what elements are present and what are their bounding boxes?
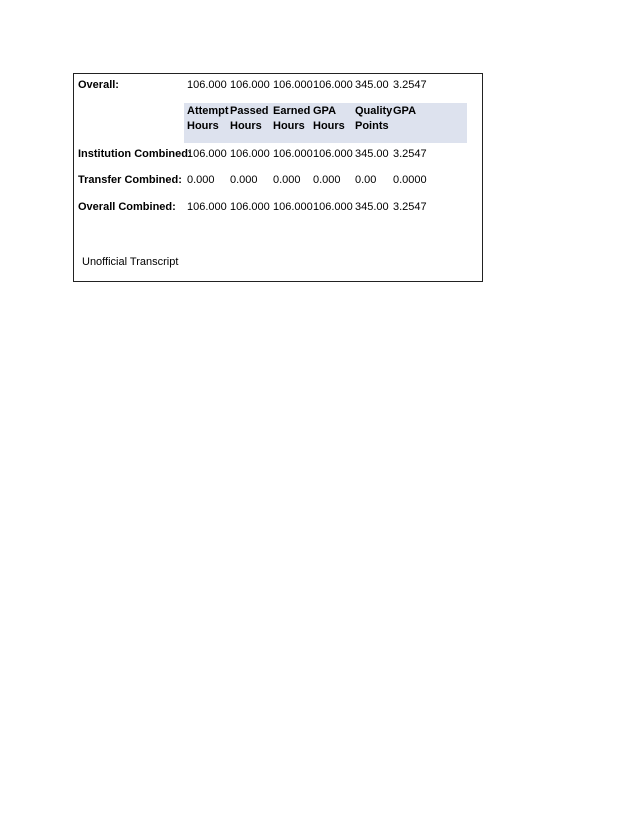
transfer-combined-row xyxy=(74,173,482,191)
overall-quality-points: 345.00 xyxy=(355,79,389,91)
header-line: GPA xyxy=(393,105,417,117)
header-line: Hours xyxy=(230,120,262,132)
header-line: Earned xyxy=(273,105,311,117)
overall-label: Overall: xyxy=(78,79,119,91)
header-line: Hours xyxy=(313,120,345,132)
header-gpa xyxy=(393,104,416,119)
header-line: Attempt xyxy=(187,105,229,117)
unofficial-transcript-note: Unofficial Transcript xyxy=(82,256,179,268)
institution-gpa-hours: 106.000 xyxy=(313,148,353,160)
overall-combined-attempt-hours: 106.000 xyxy=(187,201,227,213)
institution-gpa: 3.2547 xyxy=(393,148,427,160)
header-line: Hours xyxy=(273,120,305,132)
transfer-passed-hours: 0.000 xyxy=(230,174,258,186)
header-earned-hours xyxy=(273,104,310,134)
institution-combined-label: Institution Combined: xyxy=(78,148,192,160)
overall-earned-hours: 106.000 xyxy=(273,79,313,91)
overall-combined-quality-points: 345.00 xyxy=(355,201,389,213)
overall-gpa-hours: 106.000 xyxy=(313,79,353,91)
header-line: GPA xyxy=(313,105,337,117)
header-line: Hours xyxy=(187,120,219,132)
institution-earned-hours: 106.000 xyxy=(273,148,313,160)
institution-attempt-hours: 106.000 xyxy=(187,148,227,160)
overall-row xyxy=(74,78,482,96)
overall-gpa: 3.2547 xyxy=(393,79,427,91)
transcript-summary-box xyxy=(73,73,483,282)
header-gpa-hours xyxy=(313,104,345,134)
transfer-gpa: 0.0000 xyxy=(393,174,427,186)
header-line: Passed xyxy=(230,105,269,117)
overall-combined-label: Overall Combined: xyxy=(78,201,176,213)
transfer-quality-points: 0.00 xyxy=(355,174,377,186)
transfer-combined-label: Transfer Combined: xyxy=(78,174,182,186)
overall-attempt-hours: 106.000 xyxy=(187,79,227,91)
institution-passed-hours: 106.000 xyxy=(230,148,270,160)
overall-combined-passed-hours: 106.000 xyxy=(230,201,270,213)
transfer-attempt-hours: 0.000 xyxy=(187,174,215,186)
header-attempt-hours xyxy=(187,104,229,134)
institution-quality-points: 345.00 xyxy=(355,148,389,160)
institution-combined-row xyxy=(74,147,482,165)
transfer-earned-hours: 0.000 xyxy=(273,174,301,186)
header-passed-hours xyxy=(230,104,269,134)
overall-passed-hours: 106.000 xyxy=(230,79,270,91)
overall-combined-gpa: 3.2547 xyxy=(393,201,427,213)
header-quality-points xyxy=(355,104,392,134)
overall-combined-earned-hours: 106.000 xyxy=(273,201,313,213)
header-line: Quality xyxy=(355,105,393,117)
transfer-gpa-hours: 0.000 xyxy=(313,174,341,186)
overall-combined-row xyxy=(74,200,482,218)
header-line: Points xyxy=(355,120,389,132)
overall-combined-gpa-hours: 106.000 xyxy=(313,201,353,213)
